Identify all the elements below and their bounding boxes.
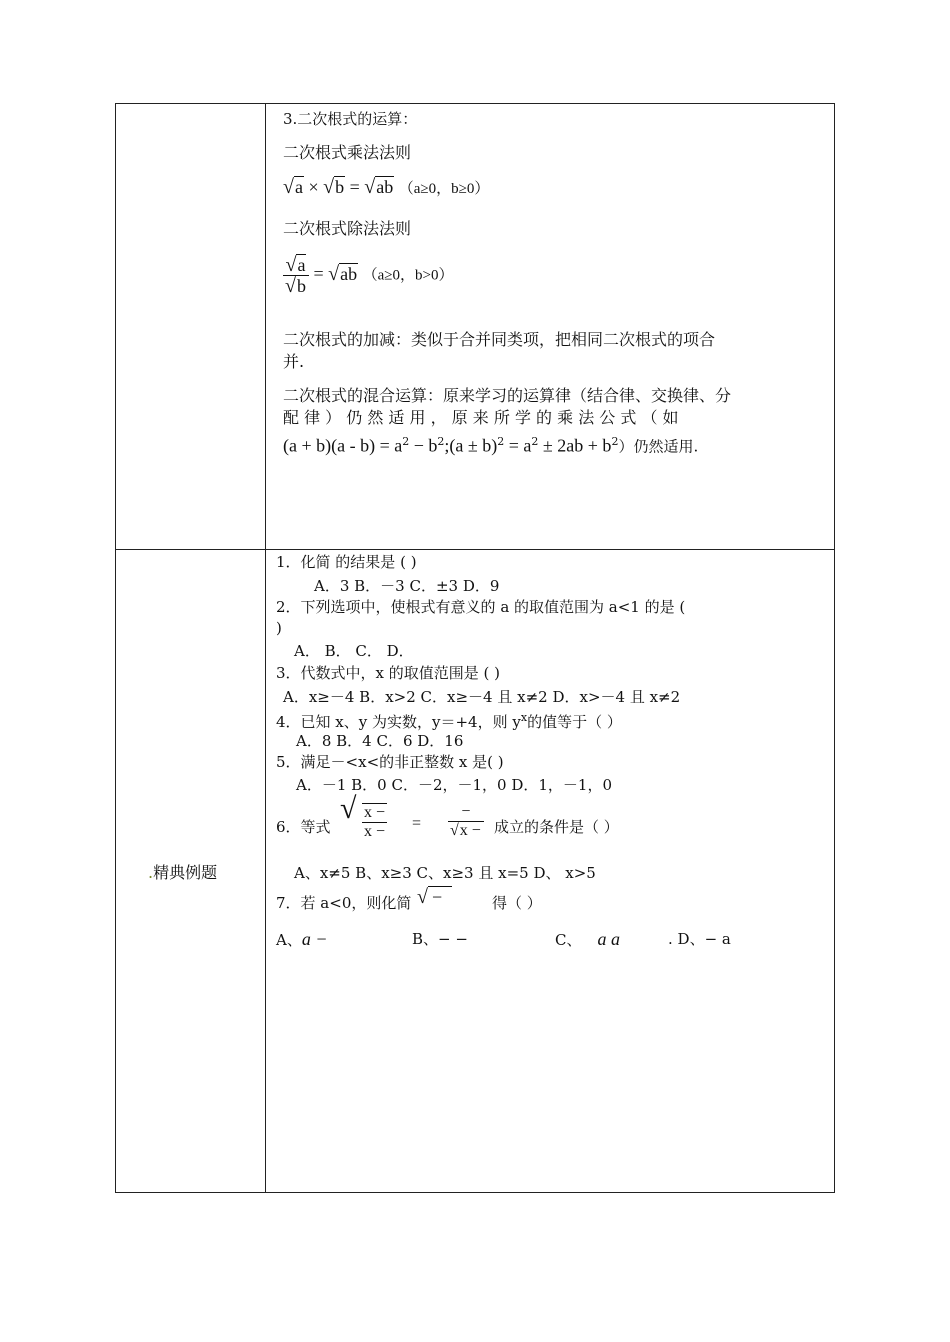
multiplication-rule-title: 二次根式乘法法则	[283, 143, 412, 162]
add-sub-rule-line2: 并.	[283, 352, 305, 371]
question-4-options: A．8 B．4 C．6 D．16	[296, 732, 464, 750]
content-table	[115, 103, 835, 1193]
column-divider	[265, 104, 266, 1192]
question-3: 3．代数式中，x 的取值范围是 ( )	[276, 664, 501, 682]
question-6-right-fraction: $\frac{-}{√x -}$	[448, 803, 484, 840]
question-6-fraction: $\frac{x -}{x -}$	[364, 804, 386, 840]
question-7: 7．若 a<0，则化简	[276, 894, 412, 912]
division-formula: $\frac{√a}{√b}$ = √ab （a≥0，b>0）	[285, 254, 454, 297]
question-7-option-a: A、a −	[276, 929, 328, 949]
add-sub-rule-line1: 二次根式的加减：类似于合并同类项，把相同二次根式的项合	[283, 330, 716, 349]
question-2-options: A． B． C． D．	[294, 642, 414, 660]
row-divider	[116, 549, 834, 550]
question-2-cont: )	[276, 619, 282, 637]
question-7-option-d: . D、− a	[668, 930, 731, 948]
multiplication-formula: √a × √b = √ab （a≥0，b≥0）	[283, 176, 490, 198]
mixed-rule-line1: 二次根式的混合运算：原来学习的运算律（结合律、交换律、分	[283, 386, 732, 405]
question-6-tail: 成立的条件是（ ）	[494, 818, 619, 836]
question-5: 5．满足－<x<的非正整数 x 是( )	[276, 753, 504, 771]
question-5-options: A．－1 B．0 C．－2，－1，0 D．1，－1，0	[296, 776, 613, 794]
question-6-formula: √	[340, 792, 357, 825]
question-7-option-c: C、 a a	[555, 929, 620, 949]
question-7-tail: 得（ ）	[492, 894, 542, 912]
section-heading: 3.二次根式的运算：	[283, 110, 418, 128]
question-3-options: A．x≥－4 B．x>2 C．x≥－4 且 x≠2 D．x>－4 且 x≠2	[283, 688, 681, 706]
question-1-options: A．3 B．－3 C．±3 D．9	[314, 577, 500, 595]
mixed-rule-line2: 配 律 ） 仍 然 适 用 ， 原 来 所 学 的 乘 法 公 式 （ 如	[283, 408, 679, 427]
division-rule-title: 二次根式除法法则	[283, 219, 412, 238]
question-6: 6．等式	[276, 818, 331, 836]
question-6-eq: =	[412, 815, 422, 832]
example-label: .精典例题	[148, 863, 218, 882]
question-1: 1．化简 的结果是 ( )	[276, 553, 417, 571]
question-7-option-b: B、− −	[412, 930, 468, 948]
question-2: 2．下列选项中，使根式有意义的 a 的取值范围为 a<1 的是 (	[276, 598, 686, 616]
question-4: 4．已知 x、y 为实数，y＝+4，则 $y^x$的值等于（ ）	[276, 711, 622, 731]
question-6-options: A、x≠5 B、x≥3 C、x≥3 且 x=5 D、 x>5	[294, 864, 596, 882]
mixed-rule-formula: $(a + b)(a - b) = a^2$ − $b^2;(a \pm b)^2 = a^2 \pm 2ab + b^2$）仍然适用.	[283, 435, 699, 456]
question-7-radical: √ −	[417, 887, 452, 907]
